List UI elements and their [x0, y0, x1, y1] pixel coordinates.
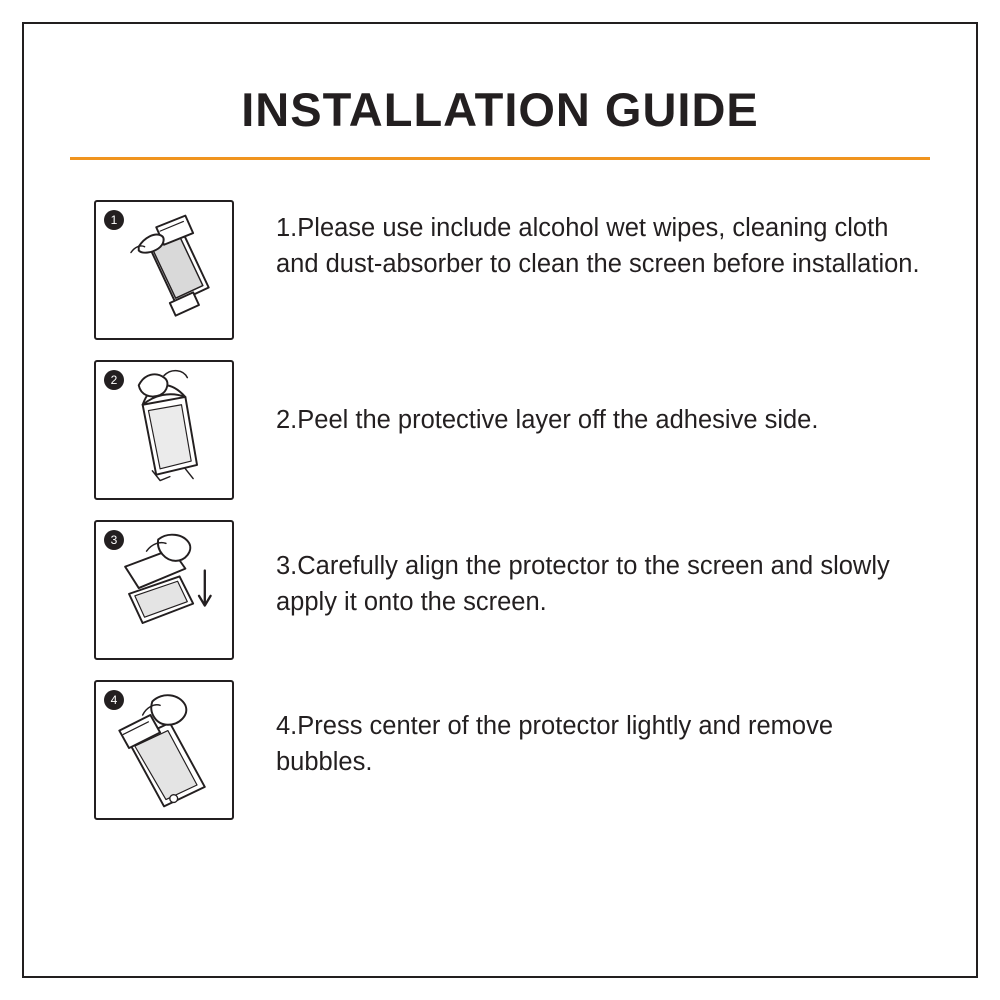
step-2-badge: 2 [104, 370, 124, 390]
step-4-text: 4.Press center of the protector lightly and remove bubbles. [276, 712, 834, 777]
step-3-badge: 3 [104, 530, 124, 550]
step-4-badge: 4 [104, 690, 124, 710]
step-2-text: 2.Peel the protective layer off the adhesive side. [276, 406, 819, 434]
step-3-illustration [94, 520, 234, 660]
step-3-text: 3.Carefully align the protector to the screen and slowly apply it onto the screen. [276, 552, 890, 617]
step-item [70, 360, 930, 500]
step-4-illustration [94, 680, 234, 820]
title-divider [70, 157, 930, 160]
guide-content [70, 60, 930, 840]
step-1-badge: 1 [104, 210, 124, 230]
step-item [70, 200, 930, 340]
page-title: INSTALLATION GUIDE [241, 83, 759, 136]
step-1-illustration [94, 200, 234, 340]
step-1-text: 1.Please use include alcohol wet wipes, cleaning cloth and dust-absorber to clean the screen before installation. [276, 214, 920, 279]
step-item [70, 520, 930, 660]
step-2-illustration [94, 360, 234, 500]
step-item [70, 680, 930, 820]
